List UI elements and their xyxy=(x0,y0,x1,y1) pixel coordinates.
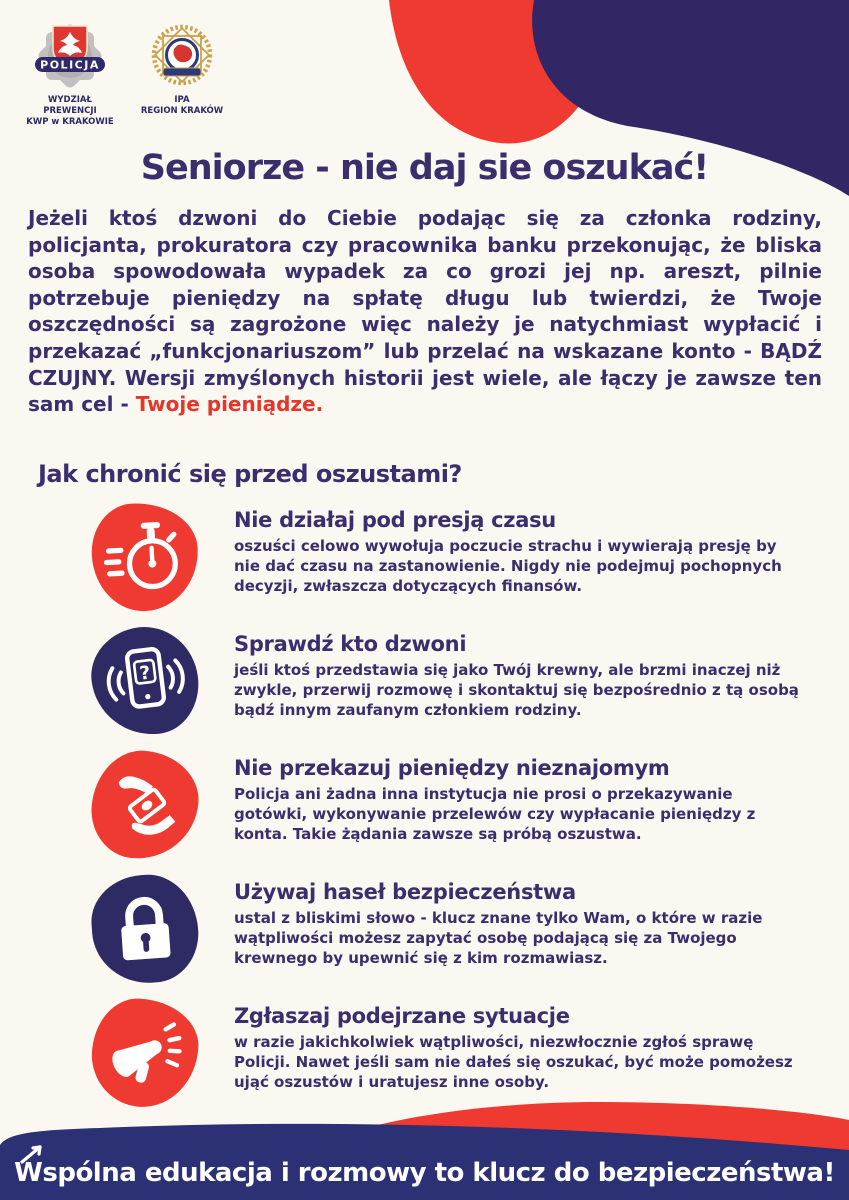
tip-item-safety-passwords xyxy=(92,875,807,985)
tips-heading: Jak chronić się przed oszustami? xyxy=(38,460,462,488)
footer-banner-text: Wspólna edukacja i rozmowy to klucz do bezpieczeństwa! xyxy=(14,1158,835,1188)
tip-body: w razie jakichkolwiek wątpliwości, niezwłocznie zgłoś sprawę Policji. Nawet jeśli sam nie dałeś się oszukać, być może pomożesz ująć oszustów i uratujesz inne osoby. xyxy=(234,1033,793,1091)
tip-title: Używaj haseł bezpieczeństwa xyxy=(234,880,576,904)
ipa-logo-block xyxy=(132,24,232,128)
hand-money-icon xyxy=(87,747,202,864)
tip-item-check-caller xyxy=(92,627,807,737)
tip-body: Policja ani żadna inna instytucja nie prosi o przekazywanie gotówki, wykonywanie przelewów czy wypłacanie pieniędzy z konta. Takie żądania zawsze są próbą oszustwa. xyxy=(234,785,756,843)
tip-title: Zgłaszaj podejrzane sytuacje xyxy=(234,1004,570,1028)
tip-title: Sprawdź kto dzwoni xyxy=(234,632,467,656)
ipa-caption: IPA REGION KRAKÓW xyxy=(140,95,224,117)
tips-list xyxy=(92,503,807,1123)
svg-text:?: ? xyxy=(138,662,152,685)
tip-title: Nie działaj pod presją czasu xyxy=(234,508,556,532)
stopwatch-icon xyxy=(89,500,201,613)
phone-question-icon xyxy=(86,621,204,741)
padlock-icon xyxy=(88,871,201,986)
tip-title: Nie przekazuj pieniędzy nieznajomym xyxy=(234,756,670,780)
policja-logo-icon xyxy=(25,24,115,90)
tip-item-time-pressure xyxy=(92,503,807,613)
intro-text: Jeżeli ktoś dzwoni do Ciebie podając się za członka rodziny, policjanta, prokuratora czy pracownika banku przekonując, że bliska osoba spowodowała wypadek za co grozi jej np. areszt, pilnie potrzebuje pieniędzy na spłatę długu lub twierdzi, że Twoje oszczędności są zagrożone więc należy je natychmiast wypłacić i przekazać „funkcjonariuszom” lub przelać na wskazane konto - BĄDŹ CZUJNY. Wersji zmyślonych historii jest wiele, ale łączy je zawsze ten sam cel - xyxy=(28,206,822,417)
policja-banner-text: POLICJA xyxy=(40,58,100,72)
tip-body: oszuści celowo wywołuja poczucie strachu i wywierają presję by nie dać czasu na zastanowienie. Nigdy nie podejmuj pochopnych decyzji, zwłaszcza dotyczących finansów. xyxy=(234,537,782,595)
tip-body: jeśli ktoś przedstawia się jako Twój krewny, ale brzmi inaczej niż zwykle, przerwij rozmowę i skontaktuj się bezpośrednio z tą osobą bądź innym zaufanym członkiem rodziny. xyxy=(234,661,799,719)
tip-body: ustal z bliskimi słowo - klucz znane tylko Wam, o które w razie wątpliwości możesz zapytać osobę podającą się za Twojego krewnego by upewnić się z kim rozmawiasz. xyxy=(234,909,763,967)
policja-caption: WYDZIAŁ PREWENCJI KWP w KRAKOWIE xyxy=(26,95,114,128)
tip-item-no-money-transfer xyxy=(92,751,807,861)
logos-row xyxy=(20,24,232,128)
intro-highlight: Twoje pieniądze. xyxy=(135,392,324,417)
policja-logo-block xyxy=(20,24,120,128)
poster-title: Seniorze - nie daj sie oszukać! xyxy=(140,148,709,188)
intro-paragraph xyxy=(28,205,822,418)
ipa-logo-icon xyxy=(137,24,227,90)
